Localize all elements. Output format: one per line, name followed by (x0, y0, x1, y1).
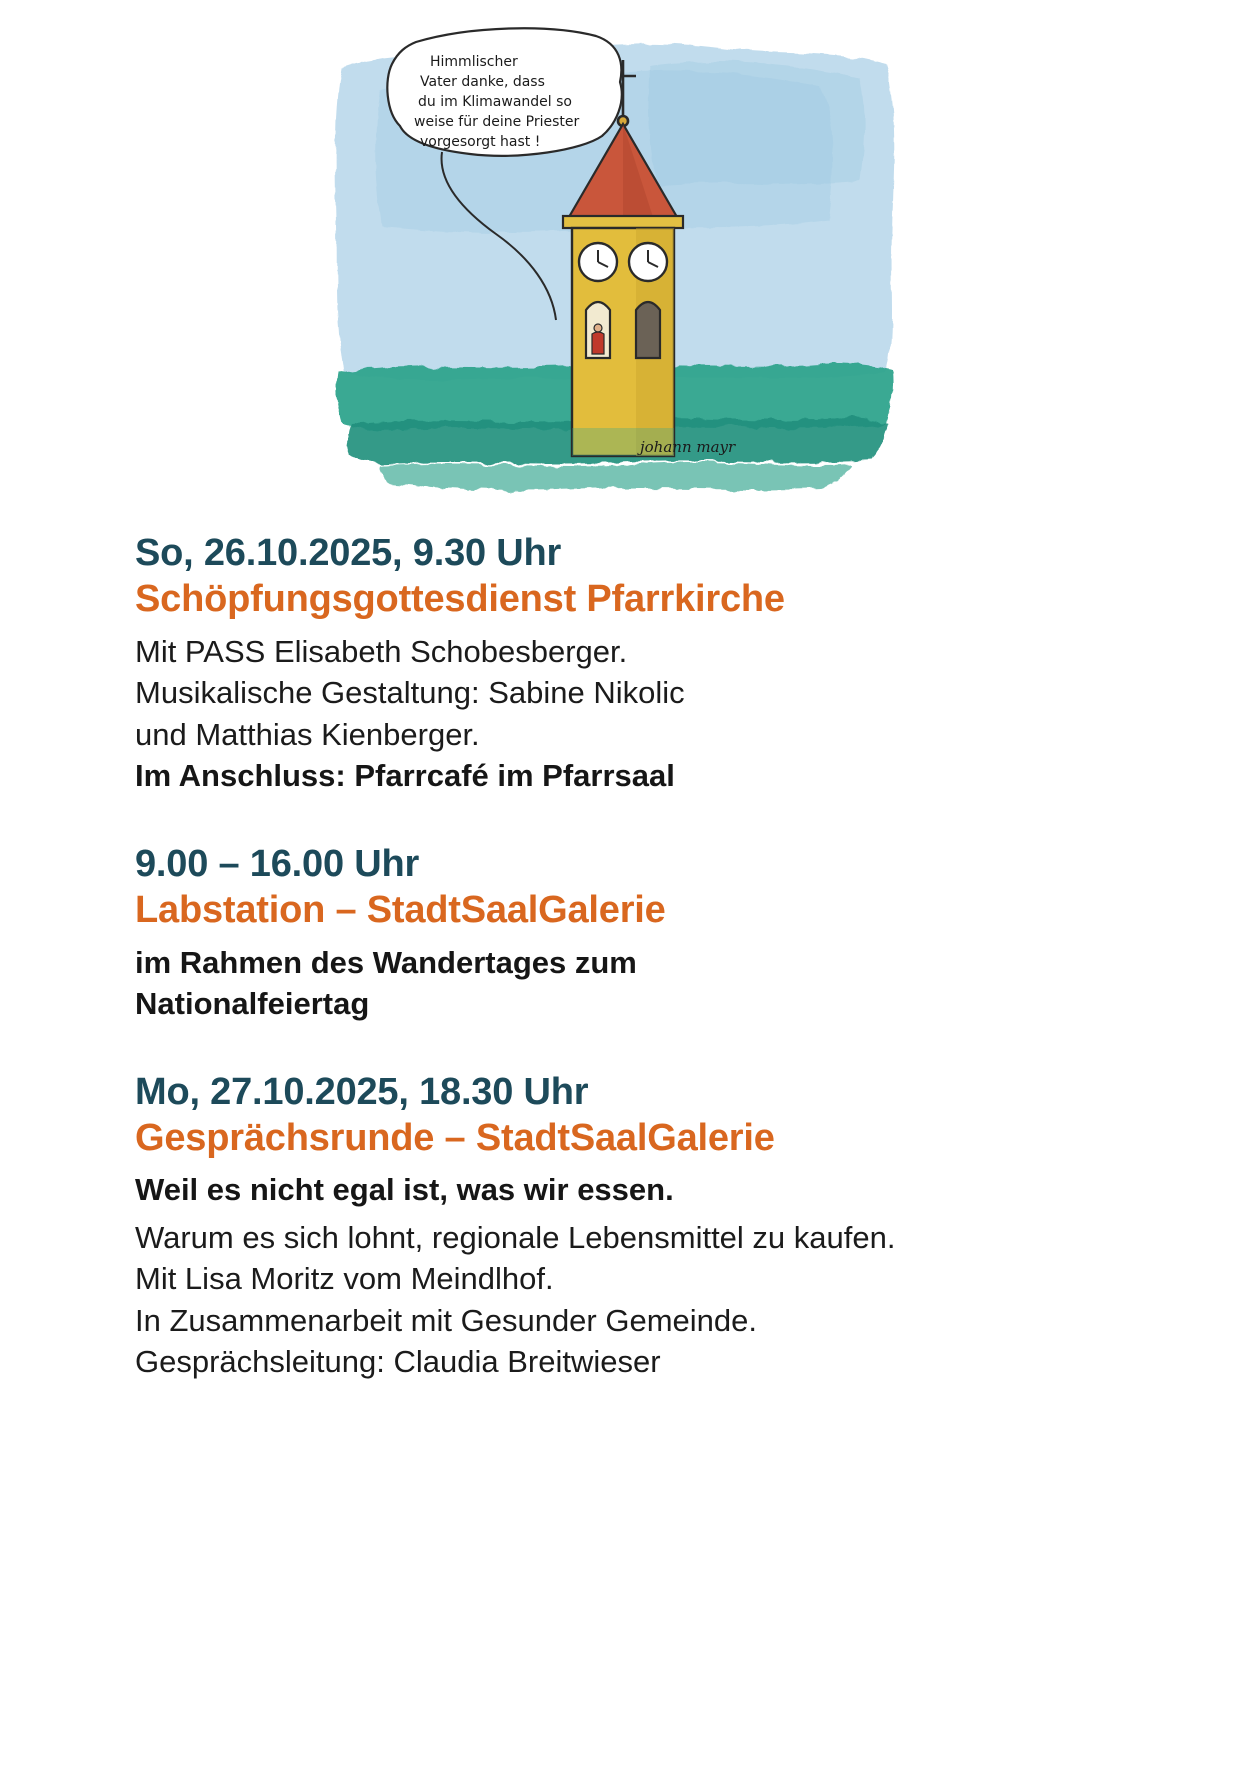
events-content (0, 500, 1240, 1383)
event-block-1 (135, 530, 1105, 797)
flyer-page (0, 20, 1240, 1774)
artist-signature: johann mayr (640, 438, 736, 456)
clock-face-right (629, 243, 667, 281)
clock-face-left (579, 243, 617, 281)
event-1-note: Im Anschluss: Pfarrcafé im Pfarrsaal (135, 758, 675, 794)
svg-text:weise für deine Priester: weise für deine Priester (414, 114, 580, 130)
illustration (320, 20, 920, 500)
event-2-date: 9.00 – 16.00 Uhr (135, 842, 420, 885)
event-1-line-1: Mit PASS Elisabeth Schobesberger. (135, 633, 628, 669)
event-block-3 (135, 1069, 1105, 1383)
church-tower-illustration (320, 20, 920, 500)
event-3-line-4: Gesprächsleitung: Claudia Breitwieser (135, 1344, 661, 1380)
belfry-window-right (636, 302, 660, 358)
event-2-title: Labstation – StadtSaalGalerie (135, 889, 666, 932)
event-1-line-3: und Matthias Kienberger. (135, 716, 480, 752)
svg-text:du im Klimawandel so: du im Klimawandel so (418, 94, 572, 110)
event-3-date: Mo, 27.10.2025, 18.30 Uhr (135, 1070, 589, 1113)
event-3-lines (135, 1217, 1105, 1383)
svg-text:vorgesorgt hast !: vorgesorgt hast ! (420, 134, 541, 150)
svg-text:Vater danke, dass: Vater danke, dass (420, 74, 545, 90)
event-2-note-line-2: Nationalfeiertag (135, 986, 370, 1022)
event-1-title: Schöpfungsgottesdienst Pfarrkirche (135, 578, 785, 621)
event-1-lines (135, 631, 1105, 756)
event-3-line-1: Warum es sich lohnt, regionale Lebensmittel zu kaufen. (135, 1219, 896, 1255)
event-3-title: Gesprächsrunde – StadtSaalGalerie (135, 1116, 775, 1159)
event-3-line-3: In Zusammenarbeit mit Gesunder Gemeinde. (135, 1302, 757, 1338)
event-1-line-2: Musikalische Gestaltung: Sabine Nikolic (135, 675, 685, 711)
event-3-note: Weil es nicht egal ist, was wir essen. (135, 1172, 674, 1208)
person-in-window (592, 324, 604, 354)
event-2-note-line-1: im Rahmen des Wandertages zum (135, 944, 637, 980)
event-1-date: So, 26.10.2025, 9.30 Uhr (135, 532, 562, 574)
event-block-2 (135, 841, 1105, 1025)
svg-text:Himmlischer: Himmlischer (430, 54, 518, 70)
event-3-line-2: Mit Lisa Moritz vom Meindlhof. (135, 1261, 554, 1297)
